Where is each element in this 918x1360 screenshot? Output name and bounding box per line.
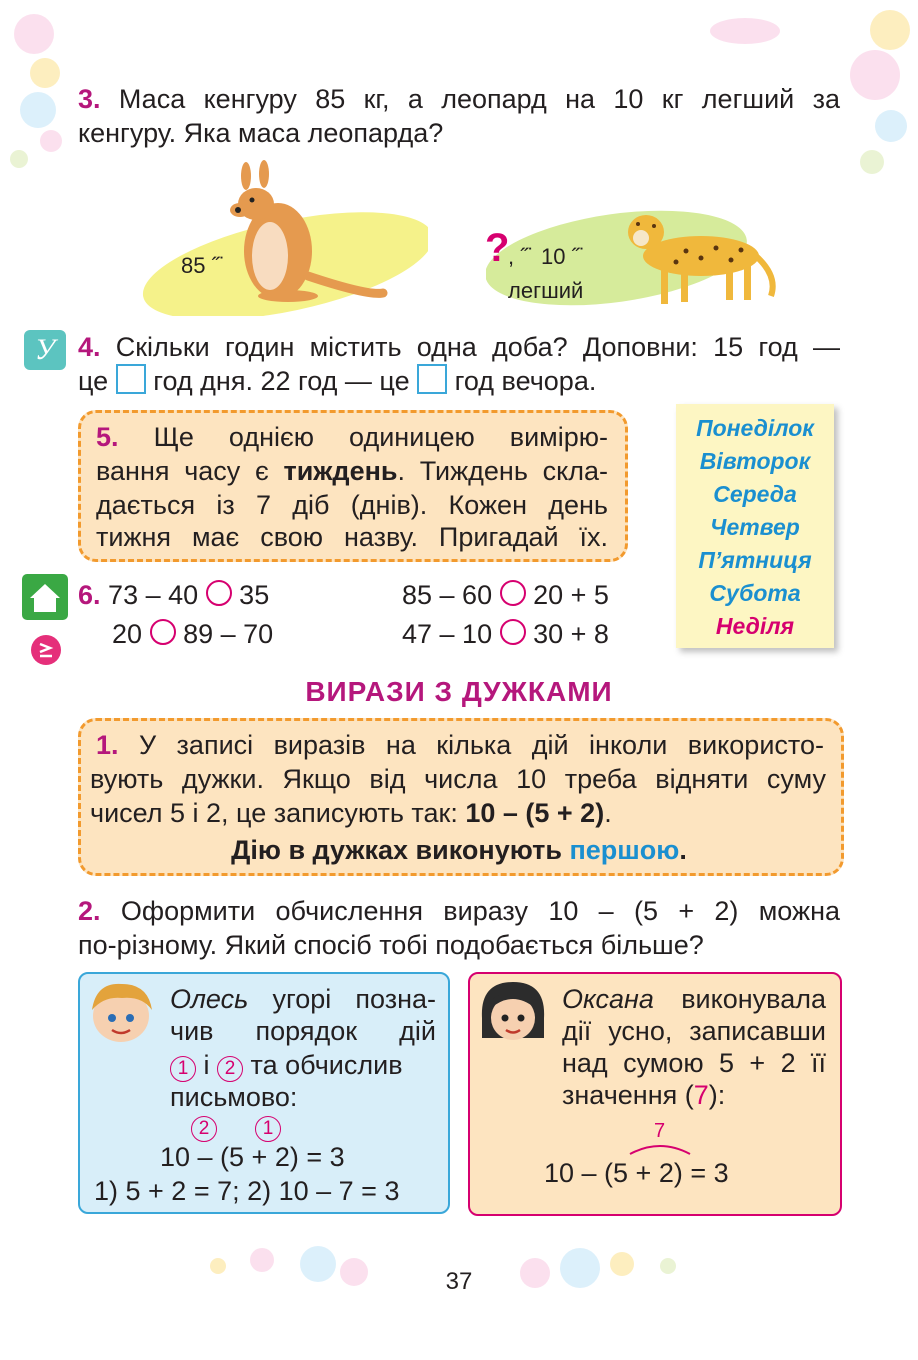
oksana-line2: дії усно, записавши xyxy=(562,1016,826,1046)
sum-arc xyxy=(628,1140,692,1156)
rule1-line3: чисел 5 і 2, це записують так: 10 – (5 + 2). xyxy=(90,798,612,828)
task-number: 5. xyxy=(96,422,119,452)
decor-bubbles-top-left xyxy=(0,0,80,190)
step-marker: 2 xyxy=(217,1056,243,1082)
weekdays-card xyxy=(676,404,834,648)
kangaroo-mass-label: 85 ˝˙ xyxy=(181,253,227,278)
compare-circle[interactable] xyxy=(500,619,526,645)
task6-row1-left: 6. 73 – 40 35 xyxy=(78,580,270,610)
task3-line2: кенгуру. Яка маса леопарда? xyxy=(78,118,444,148)
rule1-line2: вують дужки. Якщо від числа 10 треба відняти суму xyxy=(90,764,826,794)
task-number: 2. xyxy=(78,896,101,926)
task4-line2: це год дня. 22 год — це год вечора. xyxy=(78,366,597,396)
oles-line1: Олесь угорі позна- xyxy=(170,984,436,1014)
home-task-icon xyxy=(22,574,68,620)
answer-box-evening[interactable] xyxy=(417,364,447,394)
step-marker: 1 xyxy=(255,1116,281,1142)
boy-avatar xyxy=(82,980,160,1046)
weekday: Четвер xyxy=(710,514,800,540)
oksana-line4: значення (7): xyxy=(562,1080,726,1110)
weekday: Неділя xyxy=(715,613,795,639)
task6-row2-right: 47 – 10 30 + 8 xyxy=(402,619,609,649)
oles-line3: 1 і 2 та обчислив xyxy=(170,1048,403,1082)
task5-line4: тижня має свою назву. Пригадай їх. xyxy=(96,522,608,552)
oles-steps: 1) 5 + 2 = 7; 2) 10 – 7 = 3 xyxy=(94,1176,400,1206)
oksana-sum-value: 7 xyxy=(654,1120,666,1142)
task-number: 4. xyxy=(78,332,101,362)
compare-circle[interactable] xyxy=(500,580,526,606)
kangaroo-illustration xyxy=(138,156,428,316)
rule-number: 1. xyxy=(96,730,119,760)
oles-line2: чив порядок дій xyxy=(170,1016,436,1046)
answer-box-day[interactable] xyxy=(116,364,146,394)
oles-expression: 10 – (5 + 2) = 3 xyxy=(160,1142,345,1172)
task6-row1-right: 85 – 60 20 + 5 xyxy=(402,580,609,610)
question-mark: ? xyxy=(485,226,510,270)
task-number: 6. xyxy=(78,580,101,610)
task2-line1: 2. Оформити обчислення виразу 10 – (5 + 2) можна xyxy=(78,896,840,926)
task5-line2: вання часу є тиждень. Тиждень скла- xyxy=(96,456,608,486)
rule1-line1: 1. У записі виразів на кілька дій інколи використо- xyxy=(96,730,824,760)
compare-sign-icon xyxy=(30,634,62,666)
compare-circle[interactable] xyxy=(206,580,232,606)
oksana-line3: над сумою 5 + 2 її xyxy=(562,1048,826,1078)
step-marker: 1 xyxy=(170,1056,196,1082)
weekday: Субота xyxy=(709,580,801,606)
rule1-line4: Дію в дужках виконують першою. xyxy=(231,835,687,865)
step-marker: 2 xyxy=(191,1116,217,1142)
task3-line1: 3. Маса кенгуру 85 кг, а леопард на 10 кг легший за xyxy=(78,84,840,114)
weekday: Вівторок xyxy=(699,448,811,474)
leopard-label-diff: , ˝˙ 10 ˝˙ xyxy=(508,244,587,269)
weekday: П’ятниця xyxy=(698,547,812,573)
task2-line2: по-різному. Який спосіб тобі подобається більше? xyxy=(78,930,704,960)
leopard-label-lighter: легший xyxy=(508,278,584,303)
compare-circle[interactable] xyxy=(150,619,176,645)
weekday: Понеділок xyxy=(696,415,814,441)
task5-line1: 5. Ще однією одиницею вимірю- xyxy=(96,422,608,452)
oksana-expression: 10 – (5 + 2) = 3 xyxy=(544,1158,729,1188)
section-title: ВИРАЗИ З ДУЖКАМИ xyxy=(305,676,613,707)
weekday: Середа xyxy=(713,481,797,507)
task6-row2-left: 20 89 – 70 xyxy=(112,619,274,649)
task4-line1: 4. Скільки годин містить одна доба? Доповни: 15 год — xyxy=(78,332,840,362)
task5-line3: дається із 7 діб (днів). Кожен день xyxy=(96,490,608,520)
oral-task-badge: У xyxy=(24,330,66,370)
page-number: 37 xyxy=(445,1268,473,1295)
girl-avatar xyxy=(474,978,552,1046)
task-number: 3. xyxy=(78,84,101,114)
oksana-line1: Оксана виконувала xyxy=(562,984,826,1014)
oles-line4: письмово: xyxy=(170,1082,298,1112)
